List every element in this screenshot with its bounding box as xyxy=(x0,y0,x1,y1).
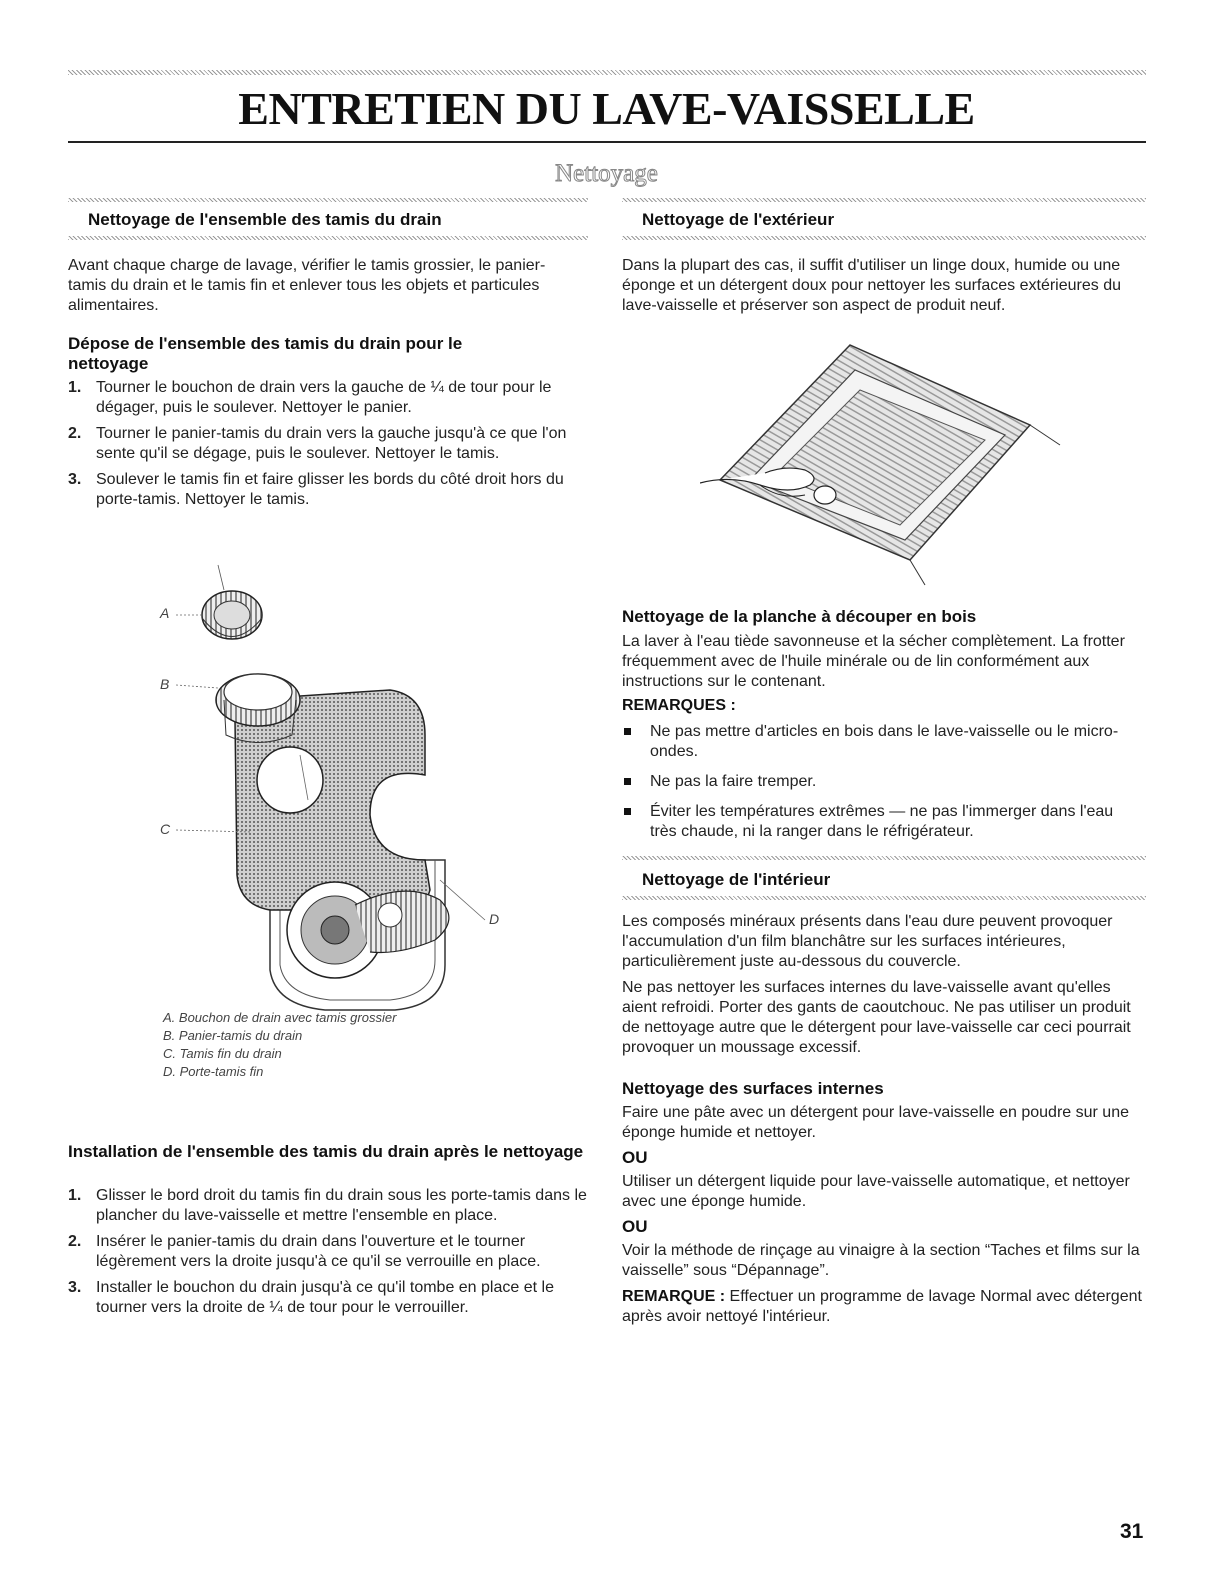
install-steps xyxy=(68,1186,588,1324)
list-item: 3. Installer le bouchon du drain jusqu'à ce qu'il tombe en place et le tourner vers la droite de ¼ de tour pour le verrouiller. xyxy=(68,1279,554,1316)
page-number: 31 xyxy=(1120,1520,1144,1543)
board-heading: Nettoyage de la planche à découper en bois xyxy=(622,607,977,626)
page-title: ENTRETIEN DU LAVE-VAISSELLE xyxy=(238,83,975,134)
removal-heading: Dépose de l'ensemble des tamis du drain pour le nettoyage xyxy=(68,334,463,373)
board-notes-label: REMARQUES : xyxy=(622,697,736,714)
board-notes xyxy=(622,722,1137,852)
removal-steps xyxy=(68,378,588,516)
section-heading-drain: Nettoyage de l'ensemble des tamis du drain xyxy=(88,210,442,229)
figure-label-b: B xyxy=(160,676,170,692)
internal-t1: Faire une pâte avec un détergent pour lave-vaisselle en poudre sur une éponge humide et nettoyer. xyxy=(622,1104,1129,1141)
section-subtitle: Nettoyage xyxy=(555,160,658,187)
list-item: 3. Soulever le tamis fin et faire glisser les bords du côté droit hors du porte-tamis. Nettoyer le tamis. xyxy=(68,471,564,508)
top-rule xyxy=(68,70,1146,75)
interior-rule-bottom xyxy=(622,896,1146,900)
internal-note xyxy=(622,1287,1142,1327)
internal-note-text: Effectuer un programme de lavage Normal avec détergent après avoir nettoyé l'intérieur. xyxy=(622,1288,1142,1325)
interior-rule-top xyxy=(622,856,1146,860)
list-item: Ne pas la faire tremper. xyxy=(622,772,1137,792)
drain-intro: Avant chaque charge de lavage, vérifier le tamis grossier, le panier-tamis du drain et le tamis fin et enlever tous les objets et particules alimentaires. xyxy=(68,257,546,314)
heading-rule-bottom xyxy=(68,236,588,240)
caption-c: C. Tamis fin du drain xyxy=(163,1046,282,1061)
internal-heading: Nettoyage des surfaces internes xyxy=(622,1079,884,1098)
cutting-board-illustration xyxy=(700,335,1070,590)
caption-b: B. Panier-tamis du drain xyxy=(163,1028,303,1043)
exterior-rule-top xyxy=(622,198,1146,202)
install-heading: Installation de l'ensemble des tamis du drain après le nettoyage xyxy=(68,1142,584,1161)
board-text: La laver à l'eau tiède savonneuse et la sécher complètement. La frotter fréquemment avec de l'huile minérale ou de lin conformément aux instructions sur le contenant. xyxy=(622,633,1125,690)
figure-captions xyxy=(163,1009,483,1081)
figure-label-d: D xyxy=(489,911,500,927)
caption-d: D. Porte-tamis fin xyxy=(163,1064,264,1079)
heading-rule-top xyxy=(68,198,588,202)
exterior-heading: Nettoyage de l'extérieur xyxy=(642,210,835,229)
list-item: 1. Tourner le bouchon de drain vers la gauche de ¼ de tour pour le dégager, puis le soulever. Nettoyer le panier. xyxy=(68,379,552,416)
title-rule xyxy=(68,141,1146,143)
list-item: 2. Insérer le panier-tamis du drain dans l'ouverture et le tourner légèrement vers la droite jusqu'à ce qu'il se verrouille en place. xyxy=(68,1233,541,1270)
or-label-1: OU xyxy=(622,1148,648,1167)
figure-label-c: C xyxy=(160,821,171,837)
internal-note-label: REMARQUE : xyxy=(622,1288,726,1305)
list-item: 1. Glisser le bord droit du tamis fin du drain sous les porte-tamis dans le plancher du lave-vaisselle et mettre l'ensemble en place. xyxy=(68,1187,587,1224)
interior-p1: Les composés minéraux présents dans l'eau dure peuvent provoquer l'accumulation d'un film blanchâtre sur les surfaces intérieures, particulièrement juste au-dessous du couvercle. xyxy=(622,913,1113,970)
list-item: 2. Tourner le panier-tamis du drain vers la gauche jusqu'à ce que l'on sente qu'il se dégage, puis le soulever. Nettoyer le tamis. xyxy=(68,425,567,462)
list-item: Éviter les températures extrêmes — ne pas l'immerger dans l'eau très chaude, ni la ranger dans le réfrigérateur. xyxy=(622,802,1137,842)
exterior-rule-bottom xyxy=(622,236,1146,240)
exterior-text: Dans la plupart des cas, il suffit d'utiliser un linge doux, humide ou une éponge et un détergent doux pour nettoyer les surfaces extérieures du lave-vaisselle et préserver son aspect de produit neuf. xyxy=(622,257,1121,314)
or-label-2: OU xyxy=(622,1217,648,1236)
interior-p2: Ne pas nettoyer les surfaces internes du lave-vaisselle avant qu'elles aient refroidi. Porter des gants de caoutchouc. Ne pas utiliser un produit de nettoyage autre que le détergent pour lave-vaisselle car ceci pourrait provoquer un moussage excessif. xyxy=(622,979,1131,1056)
caption-a: A. Bouchon de drain avec tamis grossier xyxy=(163,1010,397,1025)
list-item: Ne pas mettre d'articles en bois dans le lave-vaisselle ou le micro-ondes. xyxy=(622,722,1137,762)
internal-t3: Voir la méthode de rinçage au vinaigre à la section “Taches et films sur la vaisselle” sous “Dépannage”. xyxy=(622,1242,1140,1279)
drain-filter-illustration xyxy=(140,560,520,1020)
figure-label-a: A xyxy=(160,605,170,621)
interior-heading: Nettoyage de l'intérieur xyxy=(642,870,831,889)
internal-t2: Utiliser un détergent liquide pour lave-vaisselle automatique, et nettoyer avec une éponge humide. xyxy=(622,1173,1130,1210)
